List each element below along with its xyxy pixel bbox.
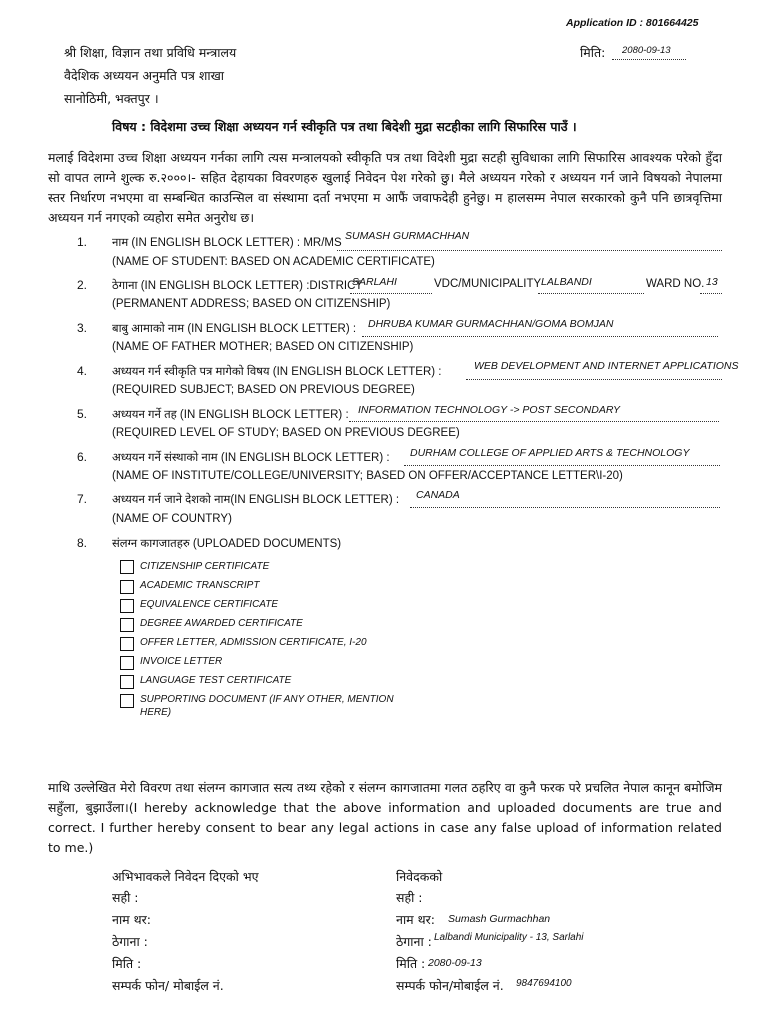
field-2-vdc-label: VDC/MUNICIPALITY	[434, 278, 542, 290]
applicant-signature-label: सही :	[396, 890, 423, 905]
doc-label-supporting-cont: HERE)	[140, 707, 172, 718]
field-4-dots	[466, 379, 722, 380]
field-5-note: (REQUIRED LEVEL OF STUDY; BASED ON PREVIOUS DEGREE)	[112, 427, 460, 439]
intro-paragraph: मलाई विदेशमा उच्च शिक्षा अध्ययन गर्नका लागि त्यस मन्त्रालयको स्वीकृति पत्र तथा विदेशी मुद्रा सटही सुविधाका लागि सिफारिस आवश्यक परेको हुँदा सो वापत लाग्ने शुल्क रु.२०००।- सहित देहायका विवरणहरु खुलाई निवेदन पेश गरेको छु। मैले अध्ययन गरेको र अध्ययन गर्न जाने विषयको नेपालमा स्तर निर्धारण नभएमा वा सम्बन्धित काउन्सिल वा संस्थामा दर्ता नभएमा म आफैं जवाफदेही हुनेछु। म हालसम्म नेपाल सरकारको कुनै पनि छात्रवृत्तिमा अध्ययन गर्न नगएको व्यहोरा समेत अनुरोध छ।	[48, 150, 722, 225]
applicant-heading: निवेदकको	[396, 869, 443, 884]
date-label: मिति:	[580, 45, 606, 60]
field-4-value: WEB DEVELOPMENT AND INTERNET APPLICATIONS	[474, 360, 739, 372]
field-3-value: DHRUBA KUMAR GURMACHHAN/GOMA BOMJAN	[368, 318, 614, 330]
field-1-note: (NAME OF STUDENT: BASED ON ACADEMIC CERTIFICATE)	[112, 256, 435, 268]
guardian-date-label: मिति :	[112, 956, 142, 971]
subject-line: विषय : विदेशमा उच्च शिक्षा अध्ययन गर्न स्वीकृति पत्र तथा बिदेशी मुद्रा सटहीका लागि सिफारिस पाउँ ।	[112, 119, 577, 134]
field-6-number: 6.	[77, 450, 88, 464]
doc-label-invoice: INVOICE LETTER	[140, 656, 223, 667]
doc-label-degree: DEGREE AWARDED CERTIFICATE	[140, 618, 303, 629]
date-dots	[612, 59, 686, 60]
applicant-date-label: मिति :	[396, 956, 426, 971]
doc-checkbox-invoice[interactable]	[120, 656, 134, 670]
field-6-label: अध्ययन गर्ने संस्थाको नाम (IN ENGLISH BLOCK LETTER) :	[112, 452, 390, 464]
doc-label-transcript: ACADEMIC TRANSCRIPT	[140, 580, 260, 591]
field-5-dots	[349, 421, 719, 422]
field-1-value: SUMASH GURMACHHAN	[345, 230, 470, 242]
field-6-value: DURHAM COLLEGE OF APPLIED ARTS & TECHNOLOGY	[410, 447, 690, 459]
field-5-value: INFORMATION TECHNOLOGY -> POST SECONDARY	[358, 404, 621, 416]
doc-checkbox-equivalence[interactable]	[120, 599, 134, 613]
field-6-dots	[404, 465, 720, 466]
field-3-number: 3.	[77, 321, 88, 335]
doc-label-supporting: SUPPORTING DOCUMENT (IF ANY OTHER, MENTION	[140, 694, 394, 705]
field-2-district-dots	[350, 293, 432, 294]
field-4-note: (REQUIRED SUBJECT; BASED ON PREVIOUS DEGREE)	[112, 384, 415, 396]
field-7-dots	[410, 507, 720, 508]
doc-checkbox-supporting[interactable]	[120, 694, 134, 708]
field-7-number: 7.	[77, 492, 88, 506]
applicant-name-value: Sumash Gurmachhan	[448, 913, 551, 925]
office-line-3: सानोठिमी, भक्तपुर ।	[64, 91, 159, 106]
field-7-label: अध्ययन गर्न जाने देशको नाम(IN ENGLISH BLOCK LETTER) :	[112, 494, 400, 506]
applicant-name-label: नाम थर:	[396, 912, 435, 927]
field-3-dots	[362, 336, 718, 337]
field-1-dots	[337, 250, 722, 251]
applicant-phone-label: सम्पर्क फोन/मोबाईल नं.	[396, 978, 504, 993]
applicant-date-value: 2080-09-13	[428, 957, 482, 969]
field-8-number: 8.	[77, 536, 88, 550]
applicant-phone-value: 9847694100	[516, 978, 572, 989]
field-4-label: अध्ययन गर्न स्वीकृति पत्र मागेको विषय (IN ENGLISH BLOCK LETTER) :	[112, 366, 442, 378]
doc-checkbox-degree[interactable]	[120, 618, 134, 632]
field-2-label: ठेगाना (IN ENGLISH BLOCK LETTER) :DISTRICT	[112, 280, 363, 292]
field-3-label: बाबु आमाको नाम (IN ENGLISH BLOCK LETTER) :	[112, 323, 357, 335]
field-1-number: 1.	[77, 235, 88, 249]
field-2-vdc-value: LALBANDI	[541, 276, 592, 288]
field-2-ward-value: 13	[706, 276, 718, 288]
doc-checkbox-offer-letter[interactable]	[120, 637, 134, 651]
field-2-vdc-dots	[538, 293, 644, 294]
doc-checkbox-citizenship[interactable]	[120, 560, 134, 574]
field-6-note: (NAME OF INSTITUTE/COLLEGE/UNIVERSITY; BASED ON OFFER/ACCEPTANCE LETTER\I-20)	[112, 470, 623, 482]
doc-label-offer-letter: OFFER LETTER, ADMISSION CERTIFICATE, I-20	[140, 637, 367, 648]
field-2-note: (PERMANENT ADDRESS; BASED ON CITIZENSHIP)	[112, 298, 391, 310]
doc-label-citizenship: CITIZENSHIP CERTIFICATE	[140, 561, 270, 572]
date-value: 2080-09-13	[622, 45, 671, 56]
office-line-1: श्री शिक्षा, विज्ञान तथा प्रविधि मन्त्रालय	[64, 45, 237, 60]
field-7-value: CANADA	[416, 489, 460, 501]
field-8-label: संलग्न कागजातहरु (UPLOADED DOCUMENTS)	[112, 538, 342, 550]
guardian-phone-label: सम्पर्क फोन/ मोबाईल नं.	[112, 978, 224, 993]
guardian-address-label: ठेगाना :	[112, 934, 148, 949]
field-3-note: (NAME OF FATHER MOTHER; BASED ON CITIZENSHIP)	[112, 341, 414, 353]
field-2-district-value: SARLAHI	[352, 276, 397, 288]
field-1-label: नाम (IN ENGLISH BLOCK LETTER) : MR/MS	[112, 237, 342, 249]
application-id: Application ID : 801664425	[566, 17, 699, 29]
field-7-note: (NAME OF COUNTRY)	[112, 513, 232, 525]
field-5-number: 5.	[77, 407, 88, 421]
doc-label-equivalence: EQUIVALENCE CERTIFICATE	[140, 599, 278, 610]
declaration-paragraph: माथि उल्लेखित मेरो विवरण तथा संलग्न कागजात सत्य तथ्य रहेको र संलग्न कागजातमा गलत ठहरिए वा कुनै फरक परे प्रचलित नेपाल कानून बमोजिम सहुँला, बुझाउँला।(I hereby acknowledge that the above information and uploaded documents are true and correct. I further hereby consent to bear any legal actions in case any false upload of information related to me.)	[48, 780, 722, 855]
field-2-ward-dots	[700, 293, 722, 294]
field-4-number: 4.	[77, 364, 88, 378]
office-line-2: वैदेशिक अध्ययन अनुमति पत्र शाखा	[64, 68, 225, 83]
field-2-ward-label: WARD NO.	[646, 278, 705, 290]
guardian-signature-label: सही :	[112, 890, 139, 905]
doc-label-language-test: LANGUAGE TEST CERTIFICATE	[140, 675, 292, 686]
field-2-number: 2.	[77, 278, 88, 292]
applicant-address-value: Lalbandi Municipality - 13, Sarlahi	[434, 932, 584, 943]
field-5-label: अध्ययन गर्ने तह (IN ENGLISH BLOCK LETTER) :	[112, 409, 349, 421]
applicant-address-label: ठेगाना :	[396, 934, 432, 949]
doc-checkbox-transcript[interactable]	[120, 580, 134, 594]
guardian-heading: अभिभावकले निवेदन दिएको भए	[112, 869, 259, 884]
guardian-name-label: नाम थर:	[112, 912, 151, 927]
doc-checkbox-language-test[interactable]	[120, 675, 134, 689]
